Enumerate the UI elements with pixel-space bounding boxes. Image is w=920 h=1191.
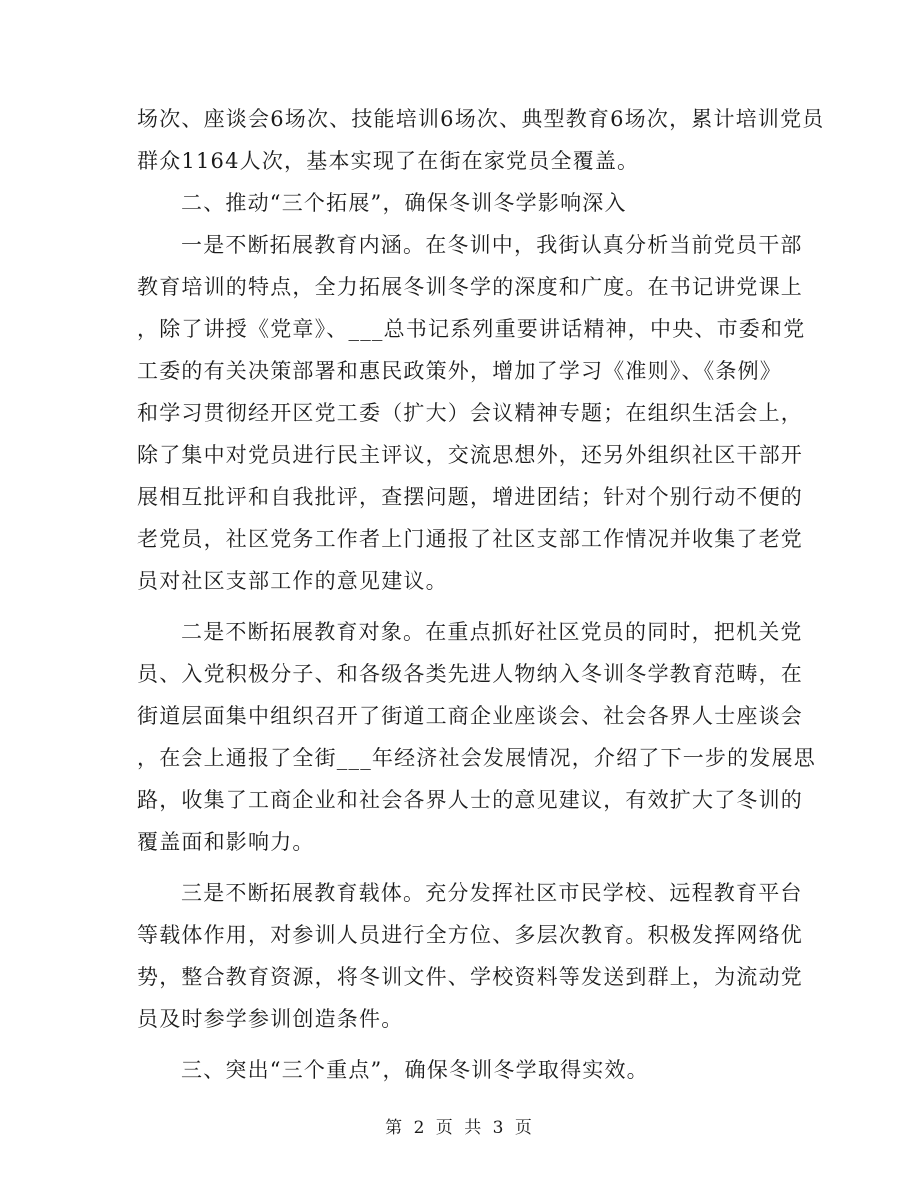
document-body	[137, 98, 825, 1091]
text-line: 等载体作用，对参训人员进行全方位、多层次教育。积极发挥网络优	[137, 923, 803, 947]
text-line: 场次、座谈会6场次、技能培训6场次、典型教育6场次，累计培训党员	[137, 107, 825, 131]
section-heading: 二、推动“三个拓展”，确保冬训冬学影响深入	[181, 191, 627, 215]
text-line: 街道层面集中组织召开了街道工商企业座谈会、社会各界人士座谈会	[137, 704, 803, 728]
text-line: 教育培训的特点，全力拓展冬训冬学的深度和广度。在书记讲党课上	[137, 275, 803, 299]
text-line: ，除了讲授《党章》、___总书记系列重要讲话精神，中央、市委和党	[137, 317, 806, 341]
text-line: 群众1164人次，基本实现了在街在家党员全覆盖。	[137, 149, 640, 173]
paragraph-gap	[137, 602, 787, 611]
text-line: 路，收集了工商企业和社会各界人士的意见建议，有效扩大了冬训的	[137, 788, 803, 812]
text-line: ，在会上通报了全街___年经济社会发展情况，介绍了下一步的发展思	[137, 746, 816, 770]
text-line: 一是不断拓展教育内涵。在冬训中，我街认真分析当前党员干部	[181, 233, 803, 257]
text-line: 覆盖面和影响力。	[137, 830, 315, 854]
text-line: 除了集中对党员进行民主评议，交流思想外，还另外组织社区干部开	[137, 443, 803, 467]
page-number-footer: 第 2 页 共 3 页	[385, 1118, 535, 1138]
text-line: 员对社区支部工作的意见建议。	[137, 569, 448, 593]
text-line: 势，整合教育资源，将冬训文件、学校资料等发送到群上，为流动党	[137, 965, 803, 989]
text-line: 员及时参学参训创造条件。	[137, 1007, 404, 1031]
text-line: 老党员，社区党务工作者上门通报了社区支部工作情况并收集了老党	[137, 527, 803, 551]
text-line: 展相互批评和自我批评，查摆问题，增进团结；针对个别行动不便的	[137, 485, 803, 509]
paragraph-gap	[137, 1040, 787, 1049]
text-line: 工委的有关决策部署和惠民政策外，增加了学习《准则》、《条例》	[137, 359, 782, 383]
section-heading: 三、突出“三个重点”，确保冬训冬学取得实效。	[181, 1058, 649, 1082]
text-line: 员、入党积极分子、和各级各类先进人物纳入冬训冬学教育范畴，在	[137, 662, 803, 686]
text-line: 和学习贯彻经开区党工委（扩大）会议精神专题；在组织生活会上，	[137, 401, 803, 425]
text-line: 二是不断拓展教育对象。在重点抓好社区党员的同时，把机关党	[181, 620, 803, 644]
text-line: 三是不断拓展教育载体。充分发挥社区市民学校、远程教育平台	[181, 881, 803, 905]
paragraph-gap	[137, 863, 787, 872]
